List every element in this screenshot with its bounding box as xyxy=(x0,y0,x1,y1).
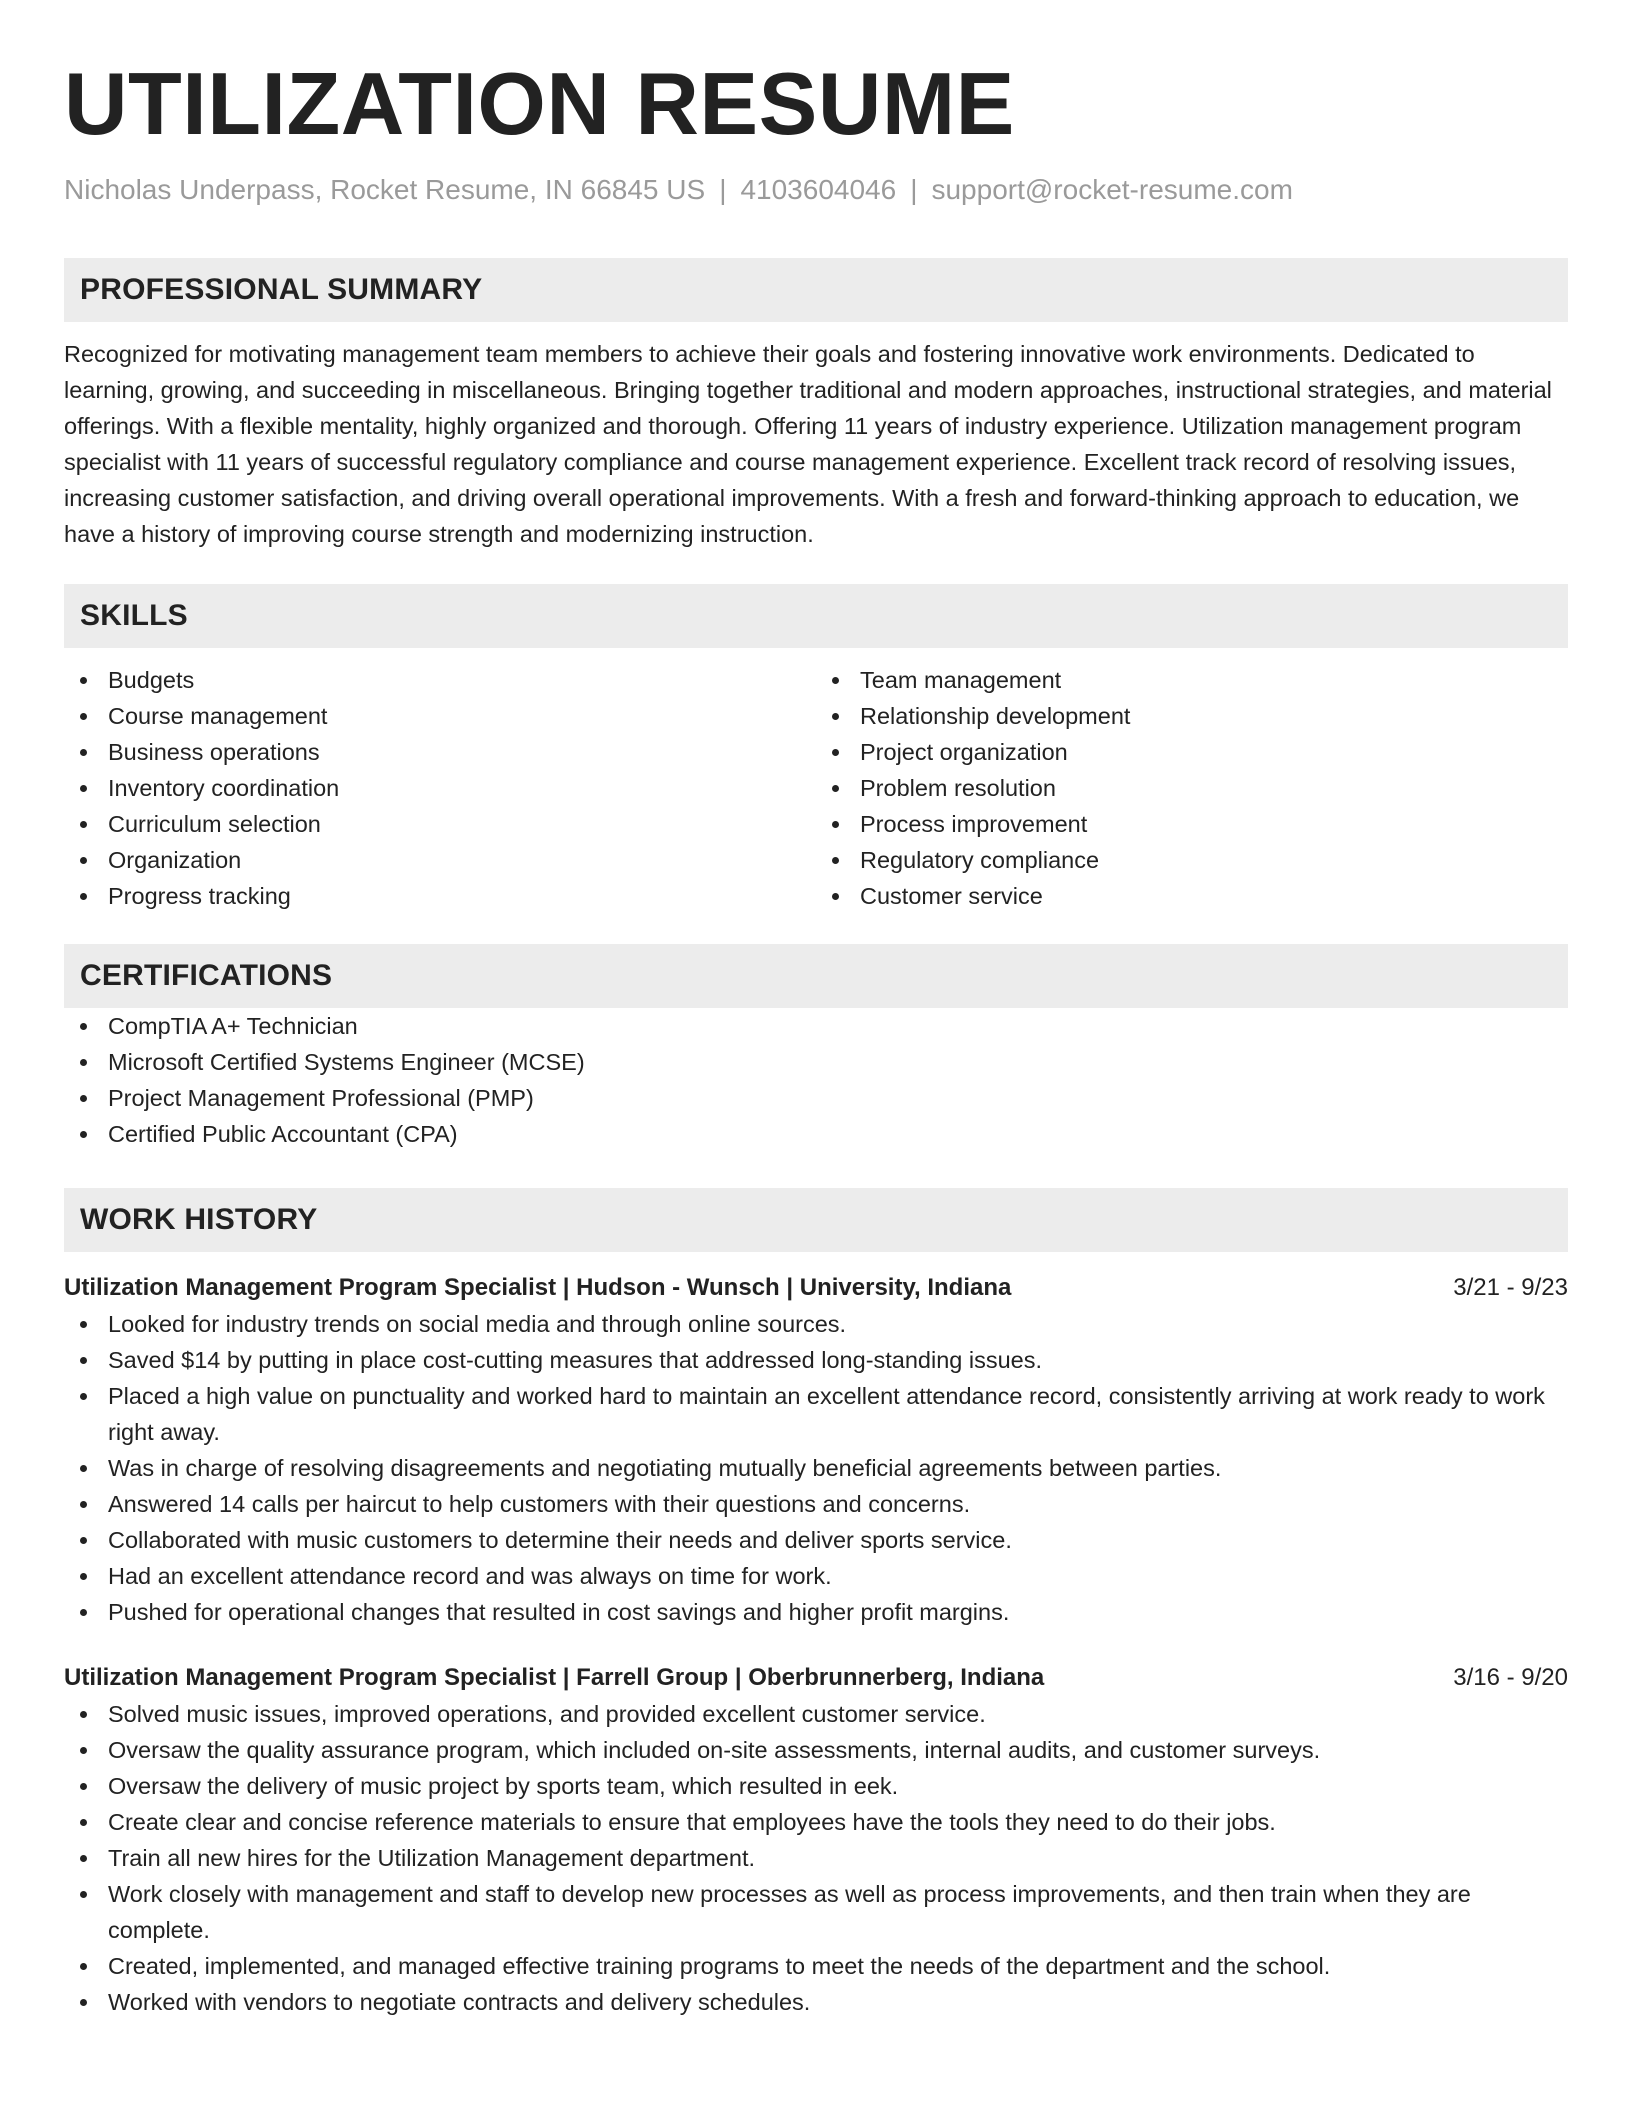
certifications-header xyxy=(64,944,1568,1008)
list-item: Work closely with management and staff to develop new processes as well as process improvements, and then train when they are complete. xyxy=(64,1876,1568,1948)
skills-heading: SKILLS xyxy=(80,599,188,632)
contact-separator: | xyxy=(719,174,727,205)
list-item: Problem resolution xyxy=(816,770,1568,806)
summary-text: Recognized for motivating management team members to achieve their goals and fostering innovative work environments. Dedicated to learning, growing, and succeeding in miscellaneous. Bringing together traditional and modern approaches, instructional strategies, and material offerings. With a flexible mentality, highly organized and thorough. Offering 11 years of industry experience. Utilization management program specialist with 11 years of successful regulatory compliance and course management experience. Excellent track record of resolving issues, increasing customer satisfaction, and driving overall operational improvements. With a fresh and forward-thinking approach to education, we have a history of improving course strength and modernizing instruction. xyxy=(64,341,1552,547)
contact-line xyxy=(64,172,1568,208)
skills-column-left xyxy=(64,662,816,914)
list-item: CompTIA A+ Technician xyxy=(64,1008,1568,1044)
work-history-section xyxy=(64,1188,1568,2020)
skills-column-right xyxy=(816,662,1568,914)
list-item: Created, implemented, and managed effective training programs to meet the needs of the department and the school. xyxy=(64,1948,1568,1984)
summary-heading: PROFESSIONAL SUMMARY xyxy=(80,273,483,306)
certifications-list xyxy=(64,1008,1568,1152)
list-item: Was in charge of resolving disagreements and negotiating mutually beneficial agreements between parties. xyxy=(64,1450,1568,1486)
work-history-header xyxy=(64,1188,1568,1252)
list-item: Placed a high value on punctuality and worked hard to maintain an excellent attendance record, consistently arriving at work ready to work right away. xyxy=(64,1378,1568,1450)
skills-header xyxy=(64,584,1568,648)
work-history-heading: WORK HISTORY xyxy=(80,1203,318,1236)
list-item: Collaborated with music customers to determine their needs and deliver sports service. xyxy=(64,1522,1568,1558)
list-item: Curriculum selection xyxy=(64,806,816,842)
list-item: Regulatory compliance xyxy=(816,842,1568,878)
list-item: Organization xyxy=(64,842,816,878)
list-item: Saved $14 by putting in place cost-cutting measures that addressed long-standing issues. xyxy=(64,1342,1568,1378)
list-item: Looked for industry trends on social media and through online sources. xyxy=(64,1306,1568,1342)
list-item: Project organization xyxy=(816,734,1568,770)
job-title: Utilization Management Program Specialist | Farrell Group | Oberbrunnerberg, Indiana xyxy=(64,1664,1045,1691)
summary-header xyxy=(64,258,1568,322)
skills-list-left xyxy=(64,662,816,914)
contact-separator: | xyxy=(910,174,918,205)
skills-grid xyxy=(64,662,1568,914)
list-item: Train all new hires for the Utilization Management department. xyxy=(64,1840,1568,1876)
list-item: Certified Public Accountant (CPA) xyxy=(64,1116,1568,1152)
job-header xyxy=(64,1660,1568,1696)
job-dates: 3/21 - 9/23 xyxy=(1453,1274,1568,1301)
resume-title: UTILIZATION RESUME xyxy=(64,54,1015,153)
list-item: Course management xyxy=(64,698,816,734)
list-item: Solved music issues, improved operations, and provided excellent customer service. xyxy=(64,1696,1568,1732)
skills-list-right xyxy=(816,662,1568,914)
job-bullets xyxy=(64,1306,1568,1630)
skills-section xyxy=(64,584,1568,914)
list-item: Answered 14 calls per haircut to help customers with their questions and concerns. xyxy=(64,1486,1568,1522)
job-bullets xyxy=(64,1696,1568,2020)
job-entry xyxy=(64,1660,1568,2020)
job-title: Utilization Management Program Specialist | Hudson - Wunsch | University, Indiana xyxy=(64,1274,1012,1301)
contact-email: support@rocket-resume.com xyxy=(931,174,1293,205)
list-item: Oversaw the quality assurance program, which included on-site assessments, internal audits, and customer surveys. xyxy=(64,1732,1568,1768)
list-item: Pushed for operational changes that resulted in cost savings and higher profit margins. xyxy=(64,1594,1568,1630)
list-item: Oversaw the delivery of music project by sports team, which resulted in eek. xyxy=(64,1768,1568,1804)
list-item: Inventory coordination xyxy=(64,770,816,806)
job-header xyxy=(64,1270,1568,1306)
list-item: Process improvement xyxy=(816,806,1568,842)
list-item: Progress tracking xyxy=(64,878,816,914)
certifications-section xyxy=(64,944,1568,1152)
list-item: Microsoft Certified Systems Engineer (MCSE) xyxy=(64,1044,1568,1080)
contact-address: Nicholas Underpass, Rocket Resume, IN 66845 US xyxy=(64,174,706,205)
list-item: Customer service xyxy=(816,878,1568,914)
job-entry xyxy=(64,1270,1568,1630)
summary-section xyxy=(64,258,1568,552)
list-item: Had an excellent attendance record and was always on time for work. xyxy=(64,1558,1568,1594)
list-item: Budgets xyxy=(64,662,816,698)
contact-phone: 4103604046 xyxy=(740,174,897,205)
list-item: Team management xyxy=(816,662,1568,698)
list-item: Business operations xyxy=(64,734,816,770)
list-item: Project Management Professional (PMP) xyxy=(64,1080,1568,1116)
certifications-heading: CERTIFICATIONS xyxy=(80,959,333,992)
list-item: Worked with vendors to negotiate contracts and delivery schedules. xyxy=(64,1984,1568,2020)
job-dates: 3/16 - 9/20 xyxy=(1453,1664,1568,1691)
list-item: Relationship development xyxy=(816,698,1568,734)
list-item: Create clear and concise reference materials to ensure that employees have the tools they need to do their jobs. xyxy=(64,1804,1568,1840)
